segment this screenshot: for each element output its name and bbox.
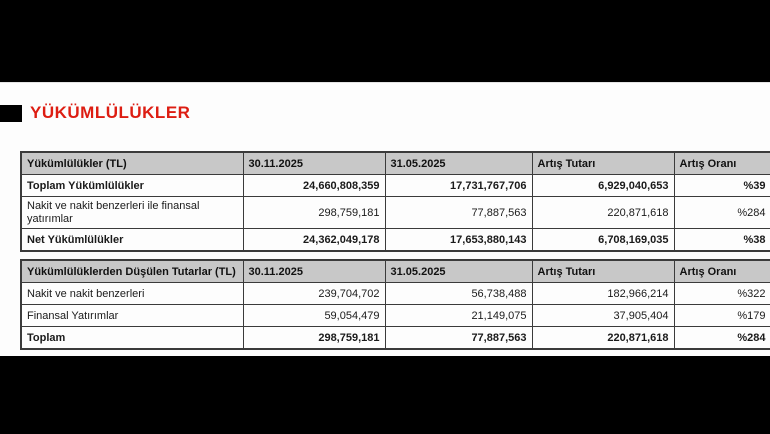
table-row	[21, 305, 770, 327]
value-cell: %322	[674, 283, 770, 305]
value-cell: 6,929,040,653	[532, 175, 674, 197]
row-label: Nakit ve nakit benzerleri ile finansal yatırımlar	[21, 197, 243, 229]
row-label: Net Yükümlülükler	[21, 229, 243, 252]
header-row	[21, 260, 770, 283]
value-cell: 77,887,563	[385, 197, 532, 229]
value-cell: 220,871,618	[532, 197, 674, 229]
value-cell: 24,362,049,178	[243, 229, 385, 252]
liabilities-table	[20, 151, 770, 252]
title-marker-square	[0, 105, 22, 122]
row-label: Toplam Yükümlülükler	[21, 175, 243, 197]
value-cell: 17,731,767,706	[385, 175, 532, 197]
column-header: Artış Tutarı	[532, 260, 674, 283]
value-cell: 182,966,214	[532, 283, 674, 305]
header-row	[21, 152, 770, 175]
document-page	[0, 82, 770, 357]
table-row	[21, 229, 770, 252]
column-header: Yükümlülüklerden Düşülen Tutarlar (TL)	[21, 260, 243, 283]
table-row	[21, 283, 770, 305]
value-cell: 220,871,618	[532, 327, 674, 350]
value-cell: 21,149,075	[385, 305, 532, 327]
value-cell: %284	[674, 197, 770, 229]
value-cell: %39	[674, 175, 770, 197]
value-cell: 298,759,181	[243, 327, 385, 350]
column-header: 30.11.2025	[243, 152, 385, 175]
value-cell: 239,704,702	[243, 283, 385, 305]
row-label: Finansal Yatırımlar	[21, 305, 243, 327]
letterbox-bottom-bar	[0, 356, 770, 434]
value-cell: 77,887,563	[385, 327, 532, 350]
value-cell: %38	[674, 229, 770, 252]
letterbox-top-bar	[0, 0, 770, 82]
value-cell: %179	[674, 305, 770, 327]
deductions-table	[20, 259, 770, 350]
value-cell: 24,660,808,359	[243, 175, 385, 197]
value-cell: 56,738,488	[385, 283, 532, 305]
column-header: 31.05.2025	[385, 152, 532, 175]
column-header: Artış Oranı	[674, 152, 770, 175]
value-cell: 298,759,181	[243, 197, 385, 229]
value-cell: %284	[674, 327, 770, 350]
column-header: Artış Oranı	[674, 260, 770, 283]
value-cell: 37,905,404	[532, 305, 674, 327]
value-cell: 59,054,479	[243, 305, 385, 327]
column-header: Yükümlülükler (TL)	[21, 152, 243, 175]
row-label: Nakit ve nakit benzerleri	[21, 283, 243, 305]
table-row	[21, 175, 770, 197]
page-title: YÜKÜMLÜLÜKLER	[30, 103, 191, 122]
column-header: 31.05.2025	[385, 260, 532, 283]
table-row	[21, 327, 770, 350]
value-cell: 17,653,880,143	[385, 229, 532, 252]
table-row	[21, 197, 770, 229]
column-header: Artış Tutarı	[532, 152, 674, 175]
column-header: 30.11.2025	[243, 260, 385, 283]
value-cell: 6,708,169,035	[532, 229, 674, 252]
row-label: Toplam	[21, 327, 243, 350]
